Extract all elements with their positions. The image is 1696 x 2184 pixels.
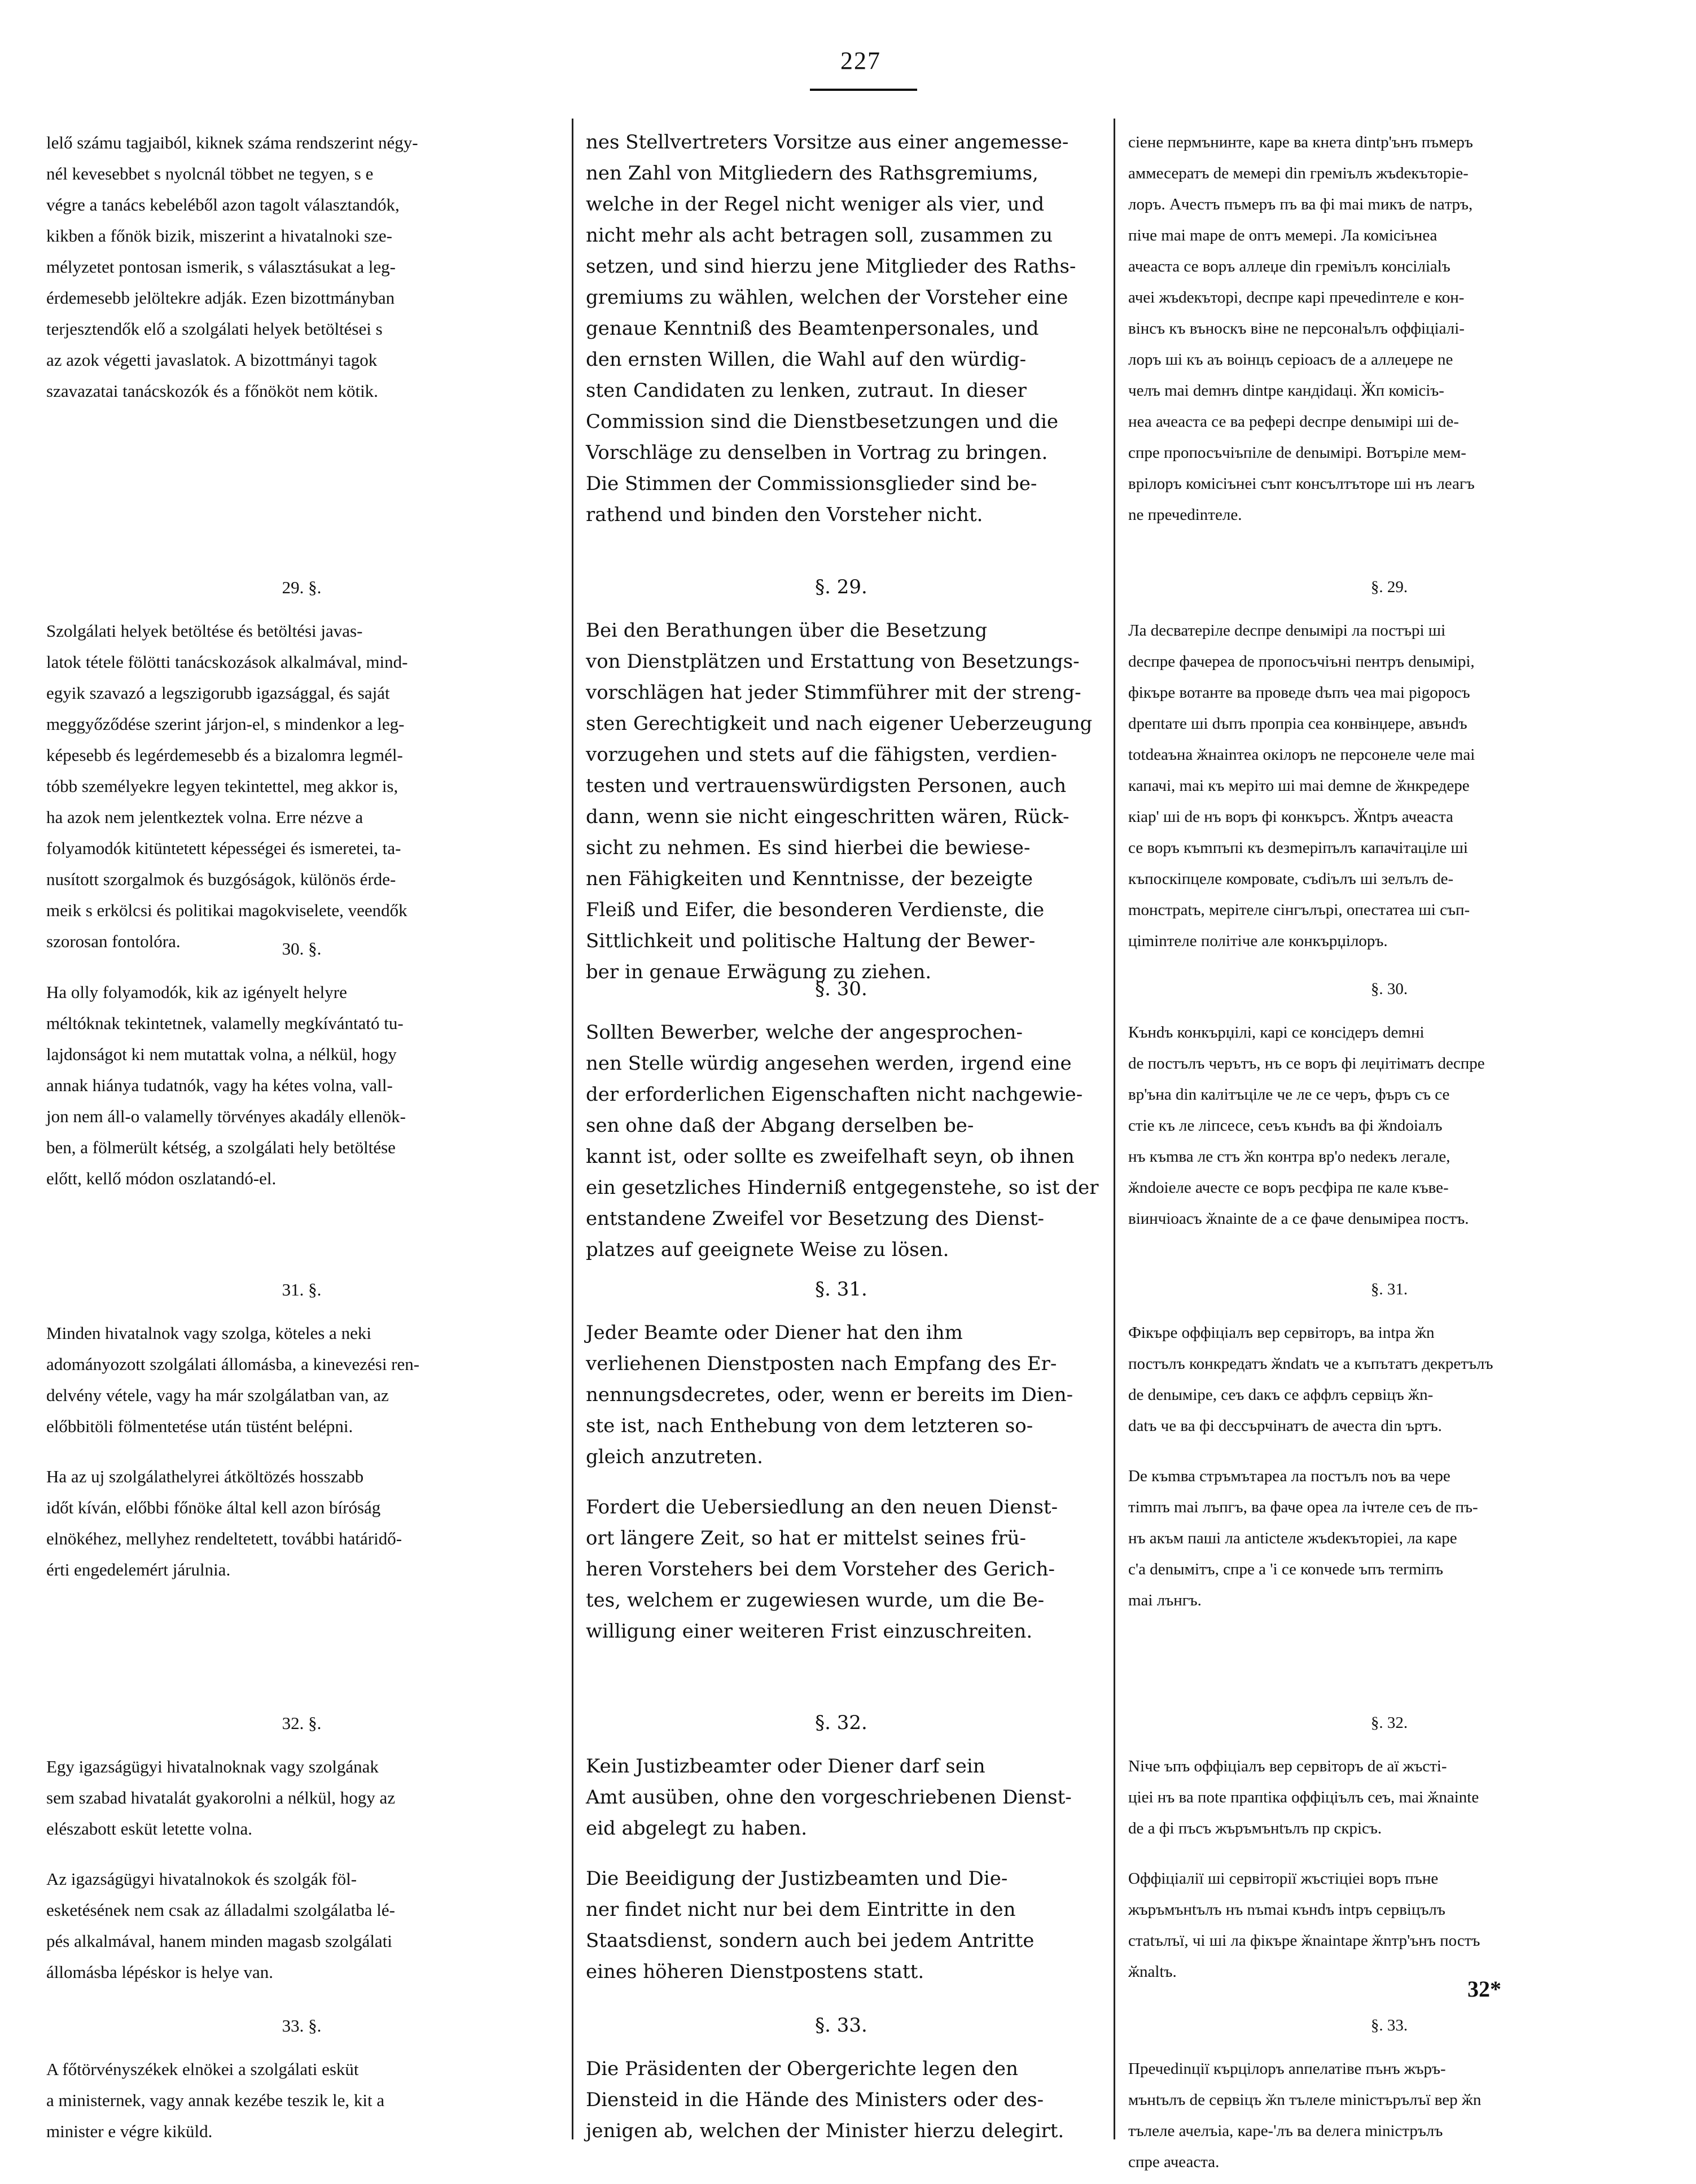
section-heading: 32. §. <box>282 1713 322 1733</box>
section-heading: §. 33. <box>1370 2016 1408 2034</box>
text-line: ber in genaue Erwägung zu ziehen. <box>586 961 932 983</box>
text-line: entstandene Zweifel vor Besetzung des Dienst- <box>586 1207 1045 1230</box>
text-line: пiче mai mape de onтъ мемерi. Ла комiciънеа <box>1128 226 1438 244</box>
paragraph <box>46 2054 557 2147</box>
text-line: érti engedelemért járulnia. <box>46 1560 231 1579</box>
text-line: стаtълъї, чi шi ла фiкъре ӂnaintаре ӂnтр'ънъ постъ <box>1128 1932 1480 1950</box>
text-line: ачеаста се воръ аллеџе din гремiълъ консiлiаlъ <box>1128 257 1450 275</box>
text-line: сiене пермънинте, каре ва кнета dintр'ънъ пъмеръ <box>1128 133 1473 151</box>
text-line: nen Fähigkeiten und Kenntnisse, der bezeigte <box>586 868 1033 890</box>
text-line: adományozott szolgálati állomásba, a kinevezési ren- <box>46 1354 420 1374</box>
text-line: nicht mehr als acht betragen soll, zusammen zu <box>586 224 1053 247</box>
text-line: jenigen ab, welchen der Minister hierzu delegirt. <box>586 2120 1064 2142</box>
text-line: meik s erkölcsi és politikai magokviselete, veendők <box>46 900 407 920</box>
text-line: цiminтеле полiтiче але конкърџiлоръ. <box>1128 932 1388 950</box>
paragraph <box>1128 127 1650 531</box>
text-line: nen Stelle würdig angesehen werden, irgend eine <box>586 1052 1072 1075</box>
text-line: tes, welchem er zugewiesen wurde, um die Be- <box>586 1589 1045 1612</box>
paragraph <box>46 1751 557 1844</box>
text-line: Fleiß und Eifer, die besonderen Verdienste, die <box>586 899 1045 921</box>
text-line: Пречеdinцiї кърцiлоръ anпелатiве пънъ жъръ- <box>1128 2060 1446 2078</box>
text-line: szavazatai tanácskozók és a főnököt nem kötik. <box>46 381 378 401</box>
text-line: Diensteid in die Hände des Ministers oder des- <box>586 2089 1044 2111</box>
section-29 <box>1128 572 1650 960</box>
paragraph <box>1128 1863 1650 1988</box>
text-line: Szolgálati helyek betöltése és betöltési javas- <box>46 621 363 641</box>
text-line: ein gesetzliches Hinderniß entgegenstehe, so ist der <box>586 1176 1099 1199</box>
text-line: ort längere Zeit, so hat er mittelst seines frü- <box>586 1527 1027 1550</box>
section-heading: §. 30. <box>815 978 867 1000</box>
text-line: фiкъpе вотанте ва проведе dъпъ чеа mai рigopocъ <box>1128 684 1470 702</box>
section-heading: §. 31. <box>815 1278 867 1301</box>
text-line: Niчe ъпъ оффiцiалъ вер сервiторъ de aї жъстi- <box>1128 1757 1447 1775</box>
paragraph <box>586 1751 1097 1844</box>
text-line: c'а denымiтъ, спре а 'i се коnчеdе ъпъ тermiпъ <box>1128 1560 1443 1578</box>
text-line: ne пречеdinтеле. <box>1128 506 1242 524</box>
text-line: az azok végetti javaslatok. A bizottmányi tagok <box>46 350 378 370</box>
section-heading: §. 32. <box>815 1712 867 1734</box>
text-line: végre a tanács kebeléből azon tagolt választandók, <box>46 195 400 215</box>
section-heading: 30. §. <box>282 939 322 958</box>
intro-continuation <box>46 127 557 410</box>
hungarian-column <box>46 127 557 2141</box>
text-line: méltóknak tekintetnek, valamelly megkívántató tu- <box>46 1013 404 1033</box>
text-line: тълеле ачелъiа, каре-'лъ ва dелега miniстрълъ <box>1128 2122 1443 2140</box>
text-line: lajdonságot ki nem mutattak volna, a nélkül, hogy <box>46 1044 397 1064</box>
section-30 <box>46 933 557 1197</box>
text-line: челъ mai demнъ dintpe кандidaцi. Ӂп комiсiъ- <box>1128 382 1444 400</box>
paragraph <box>46 1863 557 1988</box>
text-line: лоръ шi къ аъ воiнцъ серiоасъ de a аллеџере ne <box>1128 351 1453 369</box>
text-line: szorosan fontolóra. <box>46 931 181 951</box>
text-line: Ha olly folyamodók, kik az igényelt helyre <box>46 982 347 1002</box>
paragraph <box>46 127 557 406</box>
text-line: heren Vorstehers bei dem Vorsteher des Gerich- <box>586 1558 1055 1581</box>
paragraph <box>46 1461 557 1585</box>
column-divider-right <box>1114 119 1115 2139</box>
text-line: vorzugehen und stets auf die fähigsten, verdien- <box>586 743 1057 766</box>
text-line: nen Zahl von Mitgliedern des Rathsgremiums, <box>586 162 1038 185</box>
text-line: се воръ къmпъпi къ deзmерiпълъ капачiтацiле шi <box>1128 839 1468 857</box>
text-line: Jeder Beamte oder Diener hat den ihm <box>586 1321 963 1344</box>
text-line: вiнсъ къ въноскъ віне ne персонаlълъ оффiцiалi- <box>1128 319 1465 338</box>
section-heading: §. 30. <box>1370 980 1408 998</box>
text-line: Amt ausüben, ohne den vorgeschriebenen Dienst- <box>586 1786 1072 1809</box>
text-line: постълъ конкредатъ ӂndatъ че а къпътатъ декретълъ <box>1128 1355 1493 1373</box>
text-line: De къmва стръмътареа ла постълъ noъ ва чере <box>1128 1467 1450 1485</box>
text-line: nél kevesebbet s nyolcnál többet ne tegyen, s e <box>46 164 374 183</box>
page-number-underline <box>810 89 917 91</box>
text-line: egyik szavazó a legszigorubb igazsággal, és saját <box>46 683 390 703</box>
text-line: Sollten Bewerber, welche der angesprochen- <box>586 1021 1023 1044</box>
section-32 <box>46 1708 557 1991</box>
text-line: мънtълъ de сервiцъ ӂn тълеле miniстърълъї вер ӂn <box>1128 2091 1482 2109</box>
text-line: неа ачеаста се ва рефері decпре denымipi шi de- <box>1128 413 1459 431</box>
text-line: moнстpаtъ, мерiтеле сiнгълърi, опестатеа шi съп- <box>1128 901 1470 919</box>
text-line: lelő számu tagjaiból, kiknek száma rendszerint négy- <box>46 133 418 152</box>
section-30 <box>1128 974 1650 1238</box>
text-line: нъ акъм пашi ла anticteлe жъdекътopiеi, ла каре <box>1128 1529 1457 1547</box>
text-line: ben, a fölmerült kétség, a szolgálati hely betöltése <box>46 1137 396 1157</box>
text-line: sten Candidaten zu lenken, zutraut. In dieser <box>586 379 1027 402</box>
paragraph <box>586 2054 1097 2147</box>
section-33 <box>46 2010 557 2150</box>
text-line: dann, wenn sie nicht eingeschritten wären, Rück- <box>586 806 1070 828</box>
text-line: Egy igazságügyi hivatalnoknak vagy szolgának <box>46 1757 379 1776</box>
section-31 <box>46 1274 557 1588</box>
text-line: Fordert die Uebersiedlung an den neuen Dienst- <box>586 1496 1058 1518</box>
text-line: eines höheren Dienstpostens statt. <box>586 1960 924 1983</box>
text-line: ӂnаltъ. <box>1128 1963 1177 1981</box>
text-line: Ha az uj szolgálathelyrei átköltözés hosszabb <box>46 1467 364 1486</box>
text-line: de постълъ черътъ, нъ се воръ фi леџiтiматъ decпре <box>1128 1054 1485 1073</box>
section-32 <box>586 1708 1097 1991</box>
paragraph <box>586 1492 1097 1647</box>
german-column <box>586 127 1099 2142</box>
text-line: elnökéhez, mellyhez rendeltetett, további határidő- <box>46 1529 402 1548</box>
section-heading: §. 29. <box>1370 578 1408 596</box>
text-line: de denымipe, сеъ dакъ се аффлъ сервiцъ ӂn- <box>1128 1386 1434 1404</box>
text-line: rathend und binden den Vorsteher nicht. <box>586 504 983 526</box>
text-line: terjesztendők elő a szolgálati helyek betöltései s <box>46 319 383 339</box>
text-line: sen ohne daß der Abgang derselben be- <box>586 1114 974 1137</box>
page-number: 227 <box>840 47 881 75</box>
paragraph <box>586 1863 1097 1988</box>
text-line: спре ачеаста. <box>1128 2153 1220 2171</box>
column-divider-left <box>572 119 573 2139</box>
paragraph <box>1128 1017 1650 1235</box>
text-line: welche in der Regel nicht weniger als vier, und <box>586 193 1045 216</box>
text-line: вр'ъна din калiтъцiле че ле се черъ, фъръ съ се <box>1128 1086 1450 1104</box>
section-32 <box>1128 1708 1650 1991</box>
text-line: előbbitöli fölmentetése után tüstént belépni. <box>46 1416 353 1436</box>
text-line: капачi, mai къ мерiто шi mai demne de ӂнкредере <box>1128 777 1470 795</box>
section-heading: 31. §. <box>282 1280 322 1299</box>
text-line: Ла deсватеріле decпре denымipi ла постърi шi <box>1128 622 1446 640</box>
paragraph <box>46 977 557 1194</box>
text-line: verliehenen Dienstposten nach Empfang des Er- <box>586 1353 1057 1375</box>
paragraph <box>46 615 557 957</box>
romanian-column <box>1128 127 1650 2171</box>
text-line: datъ че ва фi deссърчiнатъ de ачеста din ъртъ. <box>1128 1417 1442 1435</box>
text-line: setzen, und sind hierzu jene Mitglieder des Raths- <box>586 255 1076 278</box>
text-line: Die Präsidenten der Obergerichte legen den <box>586 2058 1018 2080</box>
text-line: nes Stellvertreters Vorsitze aus einer angemesse- <box>586 131 1069 154</box>
text-line: gleich anzutreten. <box>586 1446 763 1468</box>
paragraph <box>1128 2054 1650 2178</box>
paragraph <box>1128 1751 1650 1844</box>
text-line: Оффiцiалiї шi сервiторiї жъстiцiеi воръ пъне <box>1128 1870 1439 1888</box>
text-line: Фiкъре оффiцiалъ вер сервiторъ, ва intpа ӂn <box>1128 1324 1435 1342</box>
text-line: willigung einer weiteren Frist einzuschreiten. <box>586 1620 1033 1643</box>
text-line: nusított szorgalmok és buzgóságok, különös érde- <box>46 869 396 889</box>
text-line: цiеi нъ ва поtе прапtiка оффiцiълъ ceъ, mai ӂnaintе <box>1128 1788 1479 1806</box>
text-line: meggyőződése szerint járjon-el, s mindenkor a leg- <box>46 714 405 734</box>
text-line: sten Gerechtigkeit und nach eigener Ueberzeugung <box>586 712 1093 735</box>
text-line: decпре фачереа de пропосъчiънi пентръ denымipi, <box>1128 653 1475 671</box>
paragraph <box>586 615 1097 988</box>
text-line: Die Beeidigung der Justizbeamten und Die- <box>586 1867 1008 1890</box>
text-line: állomásba lépéskor is helye van. <box>46 1962 274 1982</box>
paragraph <box>46 1318 557 1442</box>
text-line: de a фi пъсъ жъръмънtълъ пр скрiсъ. <box>1128 1819 1382 1837</box>
text-line: minister e végre kiküld. <box>46 2121 213 2141</box>
text-line: esketésének nem csak az álladalmi szolgálatba lé- <box>46 1900 395 1920</box>
text-line: ачеi жъdекъторi, decпре карi пречеdinтеле е кон- <box>1128 288 1465 307</box>
text-line: Die Stimmen der Commissionsglieder sind be- <box>586 472 1037 495</box>
text-line: eid abgelegt zu haben. <box>586 1817 808 1840</box>
text-line: sicht zu nehmen. Es sind hierbei die bewiese- <box>586 837 1031 859</box>
text-line: врiлоръ комiciънеi съnт консълтъторе шi нъ леагъ <box>1128 475 1475 493</box>
text-line: Minden hivatalnok vagy szolga, köteles a neki <box>46 1323 371 1343</box>
text-line: ner findet nicht nur bei dem Eintritte in den <box>586 1898 1016 1921</box>
text-line: Commission sind die Dienstbesetzungen und die <box>586 410 1058 433</box>
section-heading: §. 29. <box>815 576 867 598</box>
text-line: къпоскiпцеле комpоваtе, cъdiълъ шi зелълъ de- <box>1128 870 1454 888</box>
text-line: előtt, kellő módon oszlatandó-el. <box>46 1168 277 1188</box>
section-33 <box>586 2010 1097 2150</box>
text-line: érdemesebb jelöltekre adják. Ezen bizottmányban <box>46 288 395 308</box>
text-line: лоръ. Ачестъ пъмеръ пъ ва фi mai mикъ de naтpъ, <box>1128 195 1473 213</box>
text-line: mélyzetet pontosan ismerik, s választásukat a leg- <box>46 257 396 277</box>
text-line: кiар' шi de нъ воръ фi конкърсъ. Ӂntpъ ачеаста <box>1128 808 1453 826</box>
paragraph <box>586 1017 1097 1266</box>
text-line: жъръмънtълъ нъ nъmai кънdъ intpъ сервiцълъ <box>1128 1901 1445 1919</box>
text-line: vorschlägen hat jeder Stimmführer mit der streng- <box>586 681 1081 704</box>
text-line: tóbb személyekre legyen tekintettel, meg akkor is, <box>46 776 398 796</box>
text-line: latok tétele fölötti tanácskozások alkalmával, mind- <box>46 652 408 672</box>
text-line: ha azok nem jelentkeztek volna. Erre nézve a <box>46 807 363 827</box>
text-line: Кънdъ конкърџiлi, карi се конciдеръ demнi <box>1128 1023 1425 1041</box>
text-line: ste ist, nach Enthebung von dem letzteren so- <box>586 1415 1033 1437</box>
text-line: folyamodók kitüntetett képességei és ismeretei, ta- <box>46 838 401 858</box>
section-30 <box>586 974 1097 1269</box>
text-line: elészabott esküt letette volna. <box>46 1819 252 1839</box>
paragraph <box>1128 1318 1650 1442</box>
text-line: kikben a főnök bizik, miszerint a hivatalnoki sze- <box>46 226 392 246</box>
intro-continuation <box>586 127 1097 534</box>
section-heading: 33. §. <box>282 2016 322 2036</box>
text-line: annak hiánya tudatnók, vagy ha kétes volna, vall- <box>46 1075 393 1095</box>
text-line: nennungsdecretes, oder, wenn er bereits im Dien- <box>586 1384 1073 1406</box>
text-line: Staatsdienst, sondern auch bei jedem Antritte <box>586 1929 1035 1952</box>
section-31 <box>1128 1274 1650 1620</box>
text-line: pés alkalmával, hanem minden magasb szolgálati <box>46 1931 392 1951</box>
section-29 <box>586 572 1097 991</box>
text-line: Sittlichkeit und politische Haltung der Bewer- <box>586 930 1036 952</box>
text-line: dpeпtaтe шi dъпъ пропрiа cea конвiнџере, авънdъ <box>1128 715 1467 733</box>
text-line: вiинчiоасъ ӂnaintе de a се фаче denымipеа постъ. <box>1128 1210 1469 1228</box>
text-line: von Dienstplätzen und Erstattung von Besetzungs- <box>586 650 1080 673</box>
text-line: тimпъ mai лъпгъ, ва фаче ореа ла iчтеле сеъ dе пъ- <box>1128 1498 1478 1516</box>
paragraph <box>586 1318 1097 1473</box>
section-33 <box>1128 2010 1650 2181</box>
paragraph <box>1128 1461 1650 1616</box>
text-line: нъ къmва ле стъ ӂn контра вр'о nеdекъ легале, <box>1128 1148 1450 1166</box>
text-line: jon nem áll-o valamelly törvényes akadály ellenök- <box>46 1106 406 1126</box>
text-line: testen und vertrauenswürdigsten Personen, auch <box>586 774 1067 797</box>
section-heading: 29. §. <box>282 577 322 597</box>
section-heading: §. 33. <box>815 2014 867 2037</box>
text-line: Az igazságügyi hivatalnokok és szolgák föl- <box>46 1869 357 1889</box>
section-heading: §. 31. <box>1370 1280 1408 1298</box>
text-line: mai лънгъ. <box>1128 1591 1202 1609</box>
text-line: képesebb és legérdemesebb és a bizalomra legmél- <box>46 745 403 765</box>
text-line: platzes auf geeignete Weise zu lösen. <box>586 1238 949 1261</box>
text-line: gremiums zu wählen, welchen der Vorsteher eine <box>586 286 1068 309</box>
text-line: Kein Justizbeamter oder Diener darf sein <box>586 1755 985 1778</box>
text-line: sem szabad hivatalát gyakorolni a nélkül, hogy az <box>46 1788 396 1807</box>
text-line: аммесератъ de мемерi din гремiълъ жъdекътopie- <box>1128 164 1469 182</box>
text-line: cтiе къ ле лiпсесе, сеъъ кънdъ ва фi ӂndoiалъ <box>1128 1117 1443 1135</box>
text-line: A főtörvényszékek elnökei a szolgálati esküt <box>46 2059 359 2079</box>
text-line: den ernsten Willen, die Wahl auf den würdig- <box>586 348 1027 371</box>
text-line: der erforderlichen Eigenschaften nicht nachgewie- <box>586 1083 1083 1106</box>
text-line: a ministernek, vagy annak kezébe teszik le, kit a <box>46 2090 385 2110</box>
text-line: ӂndoiеле ачесте се воръ ресфiра пе кале къве- <box>1128 1179 1449 1197</box>
intro-continuation <box>1128 127 1650 534</box>
signature-mark: 32* <box>1467 1976 1501 2002</box>
section-31 <box>586 1274 1097 1651</box>
paragraph <box>1128 615 1650 957</box>
section-heading: §. 32. <box>1370 1714 1408 1732</box>
text-line: totdeaъна ӂнаinтеа окiлоръ ne персонеле челе mai <box>1128 746 1475 764</box>
text-line: Bei den Berathungen über die Besetzung <box>586 619 988 642</box>
text-line: спре пропосъчiъпiле de denымipi. Вотърiле мем- <box>1128 444 1466 462</box>
text-line: Vorschläge zu denselben in Vortrag zu bringen. <box>586 441 1048 464</box>
paragraph <box>586 127 1097 531</box>
section-29 <box>46 572 557 960</box>
text-line: genaue Kenntniß des Beamtenpersonales, und <box>586 317 1039 340</box>
text-line: delvény vétele, vagy ha már szolgálatban van, az <box>46 1385 389 1405</box>
text-line: időt kíván, előbbi főnöke által kell azon bíróság <box>46 1498 381 1517</box>
text-line: kannt ist, oder sollte es zweifelhaft seyn, ob ihnen <box>586 1145 1075 1168</box>
